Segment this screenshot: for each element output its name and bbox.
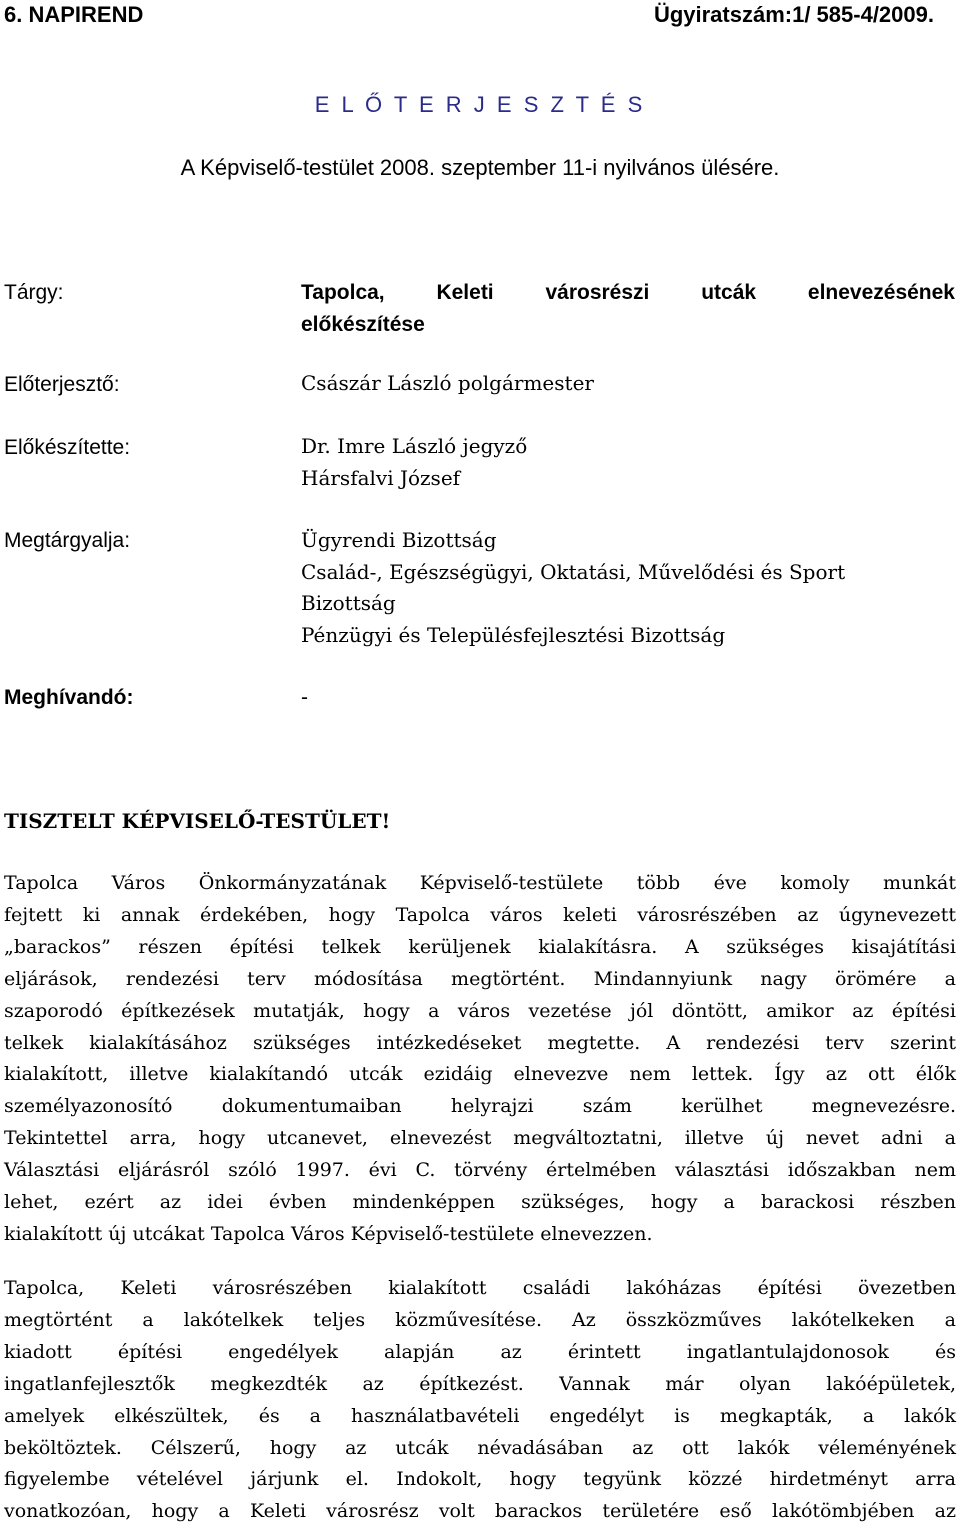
discussed-line-2: Család-, Egészségügyi, Oktatási, Művelődési és Sport bbox=[301, 559, 846, 584]
paragraph-line: kiadott építési engedélyek alapján az érintett ingatlantulajdonosok és bbox=[4, 1340, 956, 1363]
meeting-line: A Képviselő-testület 2008. szeptember 11-i nyilvános ülésére. bbox=[180, 155, 780, 180]
prepared-value bbox=[301, 431, 955, 494]
discussed-line-1: Ügyrendi Bizottság bbox=[301, 528, 497, 552]
paragraph-line: „barackos” részen építési telkek kerüljenek kialakításra. A szükséges kisajátítási bbox=[4, 935, 956, 958]
discussed-line-3: Bizottság bbox=[301, 591, 396, 615]
invitee-label: Meghívandó: bbox=[4, 686, 134, 709]
document-title: E L Ő T E R J E S Z T É S bbox=[314, 92, 646, 117]
presenter-value: Császár László polgármester bbox=[301, 371, 594, 395]
paragraph-line: Tapolca, Keleti városrészében kialakított családi lakóházas építési övezetben bbox=[4, 1277, 956, 1299]
paragraph-line: személyazonosító dokumentumaiban helyrajzi szám kerülhet megnevezésre. bbox=[4, 1095, 956, 1118]
subject-value bbox=[301, 277, 955, 340]
prepared-line-2: Hársfalvi József bbox=[301, 465, 461, 490]
paragraph-line: eljárások, rendezési terv módosítása megtörtént. Mindannyiunk nagy örömére a bbox=[4, 967, 956, 990]
discussed-value bbox=[301, 525, 955, 651]
paragraph-line: lehet, ezért az idei évben mindenképpen szükséges, hogy a barackosi részben bbox=[4, 1191, 956, 1214]
agenda-number: 6. NAPIREND bbox=[4, 2, 144, 27]
subject-line-1: Tapolca, Keleti városrészi utcák elnevezésének bbox=[301, 281, 955, 304]
discussed-label: Megtárgyalja: bbox=[4, 529, 131, 552]
paragraph-line: telkek kialakításához szükséges intézkedéseket megtette. A rendezési terv szerint bbox=[4, 1031, 956, 1054]
paragraph-line: kialakított, illetve kialakítandó utcák ezidáig elnevezve nem lettek. Így az ott élők bbox=[4, 1063, 956, 1086]
paragraph-line: szaporodó építkezések mutatják, hogy a város vezetése jól döntött, amikor az építési bbox=[4, 999, 956, 1022]
invitee-value: - bbox=[301, 686, 308, 709]
paragraph-line: megtörtént a lakótelkek teljes közművesítése. Az összközműves lakótelkeken a bbox=[4, 1308, 956, 1331]
paragraph-line: beköltöztek. Célszerű, hogy az utcák névadásában az ott lakók véleményének bbox=[4, 1436, 956, 1459]
prepared-line-1: Dr. Imre László jegyző bbox=[301, 434, 528, 458]
paragraph-line: fejtett ki annak érdekében, hogy Tapolca város keleti városrészében az úgynevezett bbox=[4, 903, 956, 926]
paragraph-line: ingatlanfejlesztők megkezdték az építkezést. Vannak már olyan lakóépületek, bbox=[4, 1372, 956, 1395]
body-paragraph-2 bbox=[4, 1273, 956, 1528]
salutation: TISZTELT KÉPVISELŐ-TESTÜLET! bbox=[4, 809, 391, 833]
paragraph-line: vonatkozóan, hogy a Keleti városrész volt barackos területére eső lakótömbjében az bbox=[4, 1500, 956, 1523]
discussed-line-4: Pénzügyi és Településfejlesztési Bizottság bbox=[301, 622, 726, 647]
subject-line-2: előkészítése bbox=[301, 312, 425, 336]
file-number: Ügyiratszám:1/ 585-4/2009. bbox=[653, 2, 934, 27]
prepared-label: Előkészítette: bbox=[4, 436, 131, 459]
presenter-label: Előterjesztő: bbox=[4, 373, 120, 396]
body-paragraph-1 bbox=[4, 868, 956, 1251]
paragraph-line: Tekintettel arra, hogy utcanevet, elnevezést megváltoztatni, illetve új nevet adni a bbox=[4, 1127, 956, 1150]
paragraph-line: Választási eljárásról szóló 1997. évi C. törvény értelmében választási időszakban nem bbox=[4, 1159, 956, 1182]
subject-label: Tárgy: bbox=[4, 281, 64, 304]
paragraph-line: amelyek elkészültek, és a használatbavételi engedélyt is megkapták, a lakók bbox=[4, 1404, 956, 1427]
paragraph-line: figyelembe vételével járjunk el. Indokolt, hogy tegyünk közzé hirdetményt arra bbox=[4, 1468, 956, 1491]
paragraph-line: kialakított új utcákat Tapolca Város Képviselő-testülete elnevezzen. bbox=[4, 1222, 653, 1245]
paragraph-line: Tapolca Város Önkormányzatának Képviselő-testülete több éve komoly munkát bbox=[4, 872, 956, 894]
